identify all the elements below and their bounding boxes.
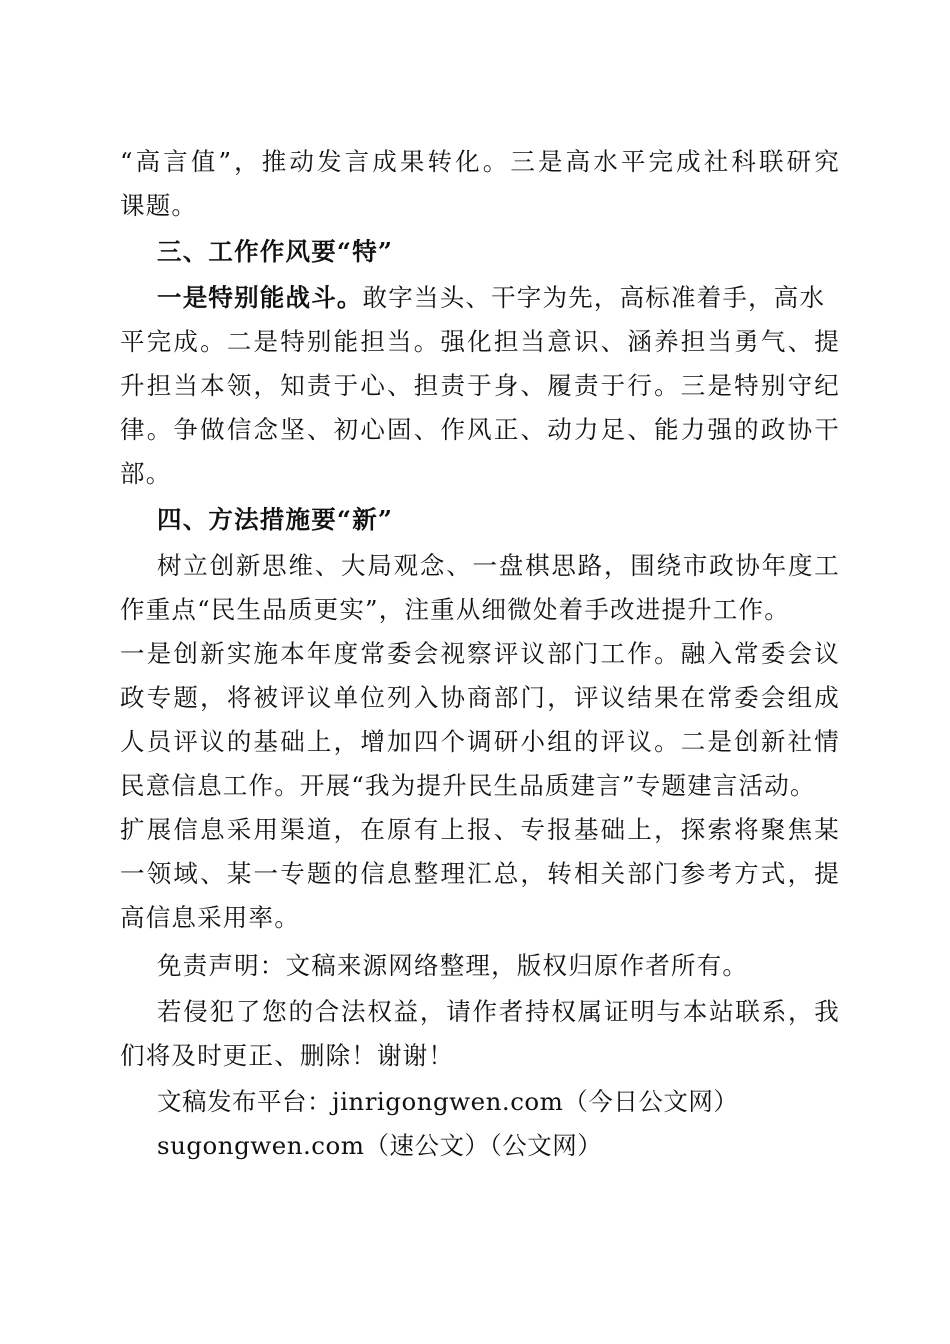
disclaimer-line: 免责声明：文稿来源网络整理，版权归原作者所有。: [157, 951, 749, 980]
body-line: 平完成。二是特别能担当。强化担当意识、涵养担当勇气、提: [120, 327, 840, 356]
body-line: 律。争做信念坚、初心固、作风正、动力足、能力强的政协干: [120, 415, 840, 444]
body-line: “高言值”，推动发言成果转化。三是高水平完成社科联研究: [120, 147, 840, 176]
platform-line: 文稿发布平台：jinrigongwen.com（今日公文网）: [157, 1087, 739, 1116]
body-line: 课题。: [120, 191, 198, 220]
platform-line: sugongwen.com（速公文）（公文网）: [157, 1131, 603, 1160]
lead-phrase: 一是特别能战斗。: [157, 283, 363, 312]
body-line: 扩展信息采用渠道，在原有上报、专报基础上，探索将聚焦某: [120, 815, 840, 844]
section-heading: 四、方法措施要“新”: [157, 505, 394, 534]
body-line: 作重点“民生品质更实”，注重从细微处着手改进提升工作。: [120, 595, 790, 624]
body-line: 政专题，将被评议单位列入协商部门，评议结果在常委会组成: [120, 683, 840, 712]
body-line: 人员评议的基础上，增加四个调研小组的评议。二是创新社情: [120, 727, 840, 756]
disclaimer-line: 若侵犯了您的合法权益，请作者持权属证明与本站联系，我: [157, 997, 840, 1026]
body-line: 一是创新实施本年度常委会视察评议部门工作。融入常委会议: [120, 639, 840, 668]
body-line: 升担当本领，知责于心、担责于身、履责于行。三是特别守纪: [120, 371, 840, 400]
body-text: 敢字当头、干字为先，高标准着手，高水: [362, 283, 826, 312]
body-line: 树立创新思维、大局观念、一盘棋思路，围绕市政协年度工: [157, 551, 840, 580]
body-line: [157, 276, 840, 320]
section-heading: 三、工作作风要“特”: [157, 237, 394, 266]
body-line: 民意信息工作。开展“我为提升民生品质建言”专题建言活动。: [120, 771, 816, 800]
disclaimer-line: 们将及时更正、删除！谢谢！: [120, 1041, 455, 1070]
body-line: 部。: [120, 459, 172, 488]
body-line: 高信息采用率。: [120, 903, 300, 932]
body-line: 一领域、某一专题的信息整理汇总，转相关部门参考方式，提: [120, 859, 840, 888]
